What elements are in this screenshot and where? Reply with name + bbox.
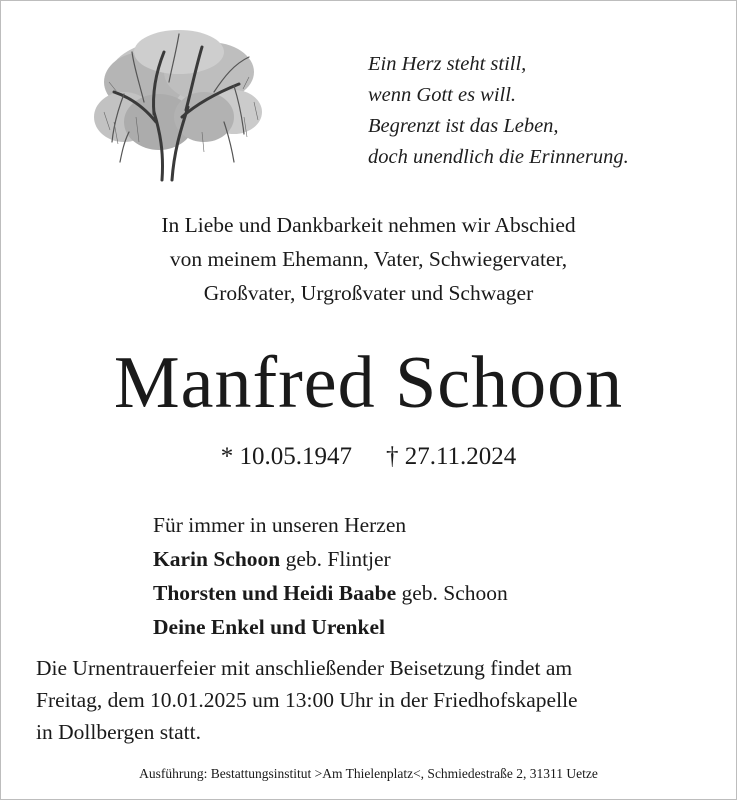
tree-icon (84, 22, 274, 182)
dedication-line: Für immer in unseren Herzen (153, 513, 407, 537)
poem-line: doch unendlich die Erinnerung. (368, 146, 629, 168)
poem-line: wenn Gott es will. (368, 84, 517, 106)
poem-line: Begrenzt ist das Leben, (368, 115, 559, 137)
family-member-name: Karin Schoon (153, 547, 281, 571)
family-member-name: Thorsten und Heidi Baabe (153, 581, 397, 605)
deceased-name: Manfred Schoon (113, 342, 624, 424)
birth-date: * 10.05.1947 (220, 443, 352, 470)
family-member (153, 576, 508, 610)
family-member-name: Deine Enkel und Urenkel (153, 615, 385, 639)
death-date: † 27.11.2024 (385, 443, 517, 470)
life-dates (0, 440, 737, 474)
poem-line: Ein Herz steht still, (368, 53, 527, 75)
family-member (153, 610, 508, 644)
family-member-note: geb. Schoon (396, 581, 508, 605)
ceremony-line: Freitag, dem 10.01.2025 um 13:00 Uhr in der Friedhofskapelle (36, 688, 578, 712)
intro-line: Großvater, Urgroßvater und Schwager (203, 281, 534, 305)
footer-credit: Ausführung: Bestattungsinstitut >Am Thielenplatz<, Schmiedestraße 2, 31311 Uetze (139, 766, 598, 781)
family-member (153, 542, 508, 576)
intro-line: von meinem Ehemann, Vater, Schwiegervater, (169, 247, 568, 271)
intro-text (0, 208, 737, 310)
ceremony-line: Die Urnentrauerfeier mit anschließender Beisetzung findet am (36, 656, 573, 680)
poem (368, 49, 629, 173)
family-member-note: geb. Flintjer (280, 547, 391, 571)
family-signature (153, 508, 508, 644)
intro-line: In Liebe und Dankbarkeit nehmen wir Abschied (161, 213, 576, 237)
ceremony-line: in Dollbergen statt. (36, 720, 202, 744)
ceremony-info (36, 652, 578, 748)
